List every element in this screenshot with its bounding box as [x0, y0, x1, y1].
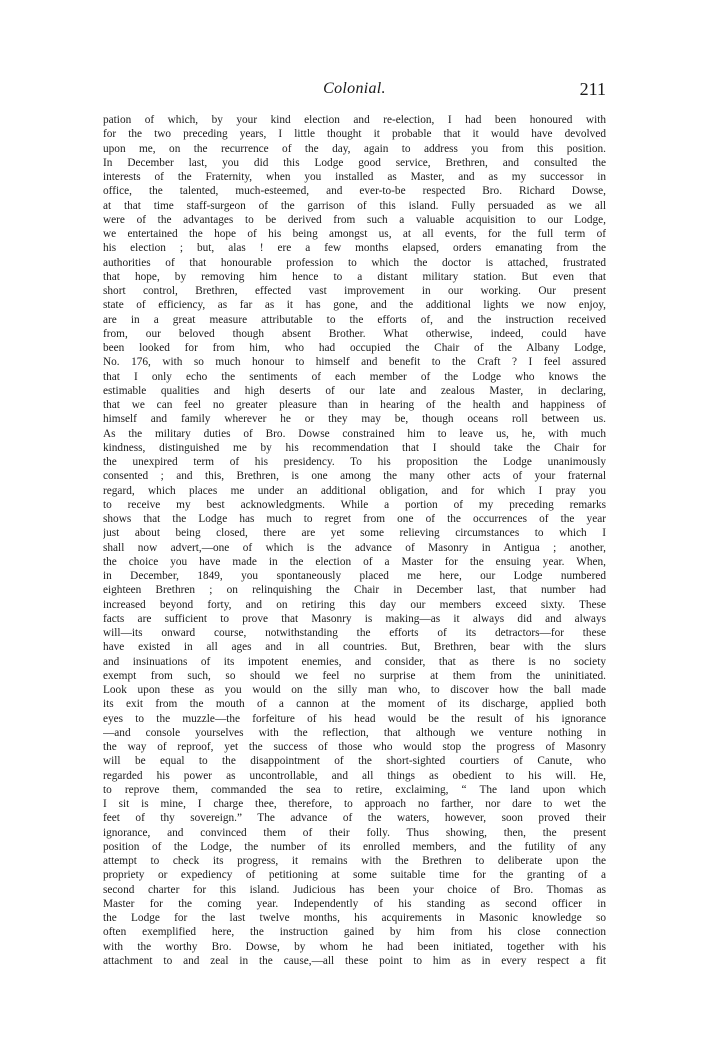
text-line: been looked for from him, who had occupied the Chair of the Albany Lodge, — [103, 342, 606, 354]
text-line: to receive my best acknowledgments. While a portion of my preceding remarks — [103, 498, 606, 511]
running-title: Colonial. — [323, 80, 386, 97]
body-text — [103, 113, 606, 968]
text-line: often exemplified here, the instruction gained by him from his close connection — [103, 926, 606, 939]
text-line: propriety or expediency of petitioning at some suitable time for the granting of a — [103, 869, 606, 882]
text-line: facts are sufficient to prove that Masonry is making—as it always did and always — [103, 612, 606, 625]
text-line: —and console yourselves with the reflection, that although we venture nothing in — [103, 726, 606, 739]
text-line: As the military duties of Bro. Dowse constrained him to leave us, he, with much — [103, 427, 606, 440]
text-line: In December last, you did this Lodge good service, Brethren, and consulted the — [103, 156, 606, 169]
text-line: in December, 1849, you spontaneously placed me here, our Lodge numbered — [103, 570, 606, 582]
text-line: will—its onward course, notwithstanding the efforts of its detractors—for these — [103, 627, 606, 639]
text-line: second charter for this island. Judicious has been your choice of Bro. Thomas as — [103, 883, 606, 896]
text-line: short control, Brethren, effected vast improvement in our working. Our present — [103, 285, 606, 297]
text-line: were of the advantages to be derived from such a valuable acquisition to our Lodge, — [103, 213, 606, 226]
text-line: kindness, distinguished me by his recommendation that I should take the Chair for — [103, 441, 606, 454]
text-line: ignorance, and convinced them of their folly. Thus showing, then, the present — [103, 826, 606, 839]
text-line: the unexpired term of his presidency. To his proposition the Lodge unanimously — [103, 456, 606, 468]
text-line: are in a great measure attributable to the efforts of, and the instruction received — [103, 313, 606, 326]
text-line: his election ; but, alas ! ere a few months elapsed, orders emanating from the — [103, 242, 606, 255]
text-line: attachment to and zeal in the cause,—all these point to him as in every respect a fit — [103, 954, 606, 967]
text-line: I sit is mine, I charge thee, therefore, to approach no farther, nor dare to wet the — [103, 798, 606, 810]
text-line: and insinuations of its impotent enemies, and consider, that as there is no society — [103, 655, 606, 668]
text-line: upon me, on the recurrence of the day, again to address you from this position. — [103, 142, 606, 155]
text-line: office, the talented, much-esteemed, and ever-to-be respected Bro. Richard Dowse, — [103, 185, 606, 198]
text-line: increased beyond forty, and on retiring this day our members exceed sixty. These — [103, 598, 606, 611]
text-line: the choice you have made in the election of a Master for the ensuing year. When, — [103, 555, 606, 568]
text-line: to reprove them, commanded the sea to retire, exclaiming, “ The land upon which — [103, 783, 606, 796]
text-line: have existed in all ages and in all countries. But, Brethren, bear with the slurs — [103, 641, 606, 654]
text-line: eyes to the muzzle—the forfeiture of his head would be the result of his ignorance — [103, 712, 606, 725]
text-line: himself and family wherever he or they may be, though oceans roll between us. — [103, 413, 606, 426]
text-line: No. 176, with so much honour to himself and benefit to the Craft ? I feel assured — [103, 356, 606, 369]
text-line: the way of reproof, yet the success of those who would stop the progress of Masonry — [103, 741, 606, 753]
text-line: for the two preceding years, I little thought it probable that it would have devolved — [103, 128, 606, 141]
text-line: Master for the coming year. Independently of his standing as second officer in — [103, 897, 606, 910]
text-line: regard, which places me under an additional obligation, and for which I pray you — [103, 484, 606, 497]
text-line: Look upon these as you would on the silly man who, to discover how the ball made — [103, 684, 606, 696]
text-line: authorities of that honourable profession to which the doctor is attached, frustrated — [103, 256, 606, 269]
text-line: will be equal to the disappointment of the short-sighted courtiers of Canute, who — [103, 755, 606, 768]
text-line: exempt from such, so should we feel no surprise at them from the uninitiated. — [103, 669, 606, 682]
text-line: consented ; and this, Brethren, is one among the many other acts of your fraternal — [103, 470, 606, 483]
text-line: shows that the Lodge has much to regret from one of the occurrences of the year — [103, 513, 606, 525]
text-line: just about being closed, there are yet some relieving circumstances to which I — [103, 527, 606, 540]
text-line: regarded his power as uncontrollable, and all things as obedient to his will. He, — [103, 769, 606, 782]
page-header — [103, 80, 606, 104]
text-line: attempt to check its progress, it remains with the Brethren to deliberate upon the — [103, 855, 606, 867]
text-line: from, our beloved though absent Brother. What otherwise, indeed, could have — [103, 327, 606, 340]
text-line: we entertained the hope of his being amongst us, at all events, for the full term of — [103, 228, 606, 240]
text-line: shall now advert,—one of which is the advance of Masonry in Antigua ; another, — [103, 541, 606, 554]
text-line: the Lodge for the last twelve months, his acquirements in Masonic knowledge so — [103, 912, 606, 924]
text-line: at that time staff-surgeon of the garrison of this island. Fully persuaded as we all — [103, 199, 606, 212]
text-line: with the worthy Bro. Dowse, by whom he had been initiated, together with his — [103, 940, 606, 953]
text-line: feet of thy sovereign.” The advance of the waters, however, soon proved their — [103, 812, 606, 825]
text-line: position of the Lodge, the number of its enrolled members, and the futility of any — [103, 840, 606, 853]
text-line: interests of the Fraternity, when you installed as Master, and as my successor in — [103, 171, 606, 183]
text-line: its exit from the mouth of a cannon at the moment of its discharge, applied both — [103, 698, 606, 711]
text-line: state of efficiency, as far as it has gone, and the additional lights we now enjoy, — [103, 299, 606, 312]
text-line: pation of which, by your kind election and re-election, I had been honoured with — [103, 114, 606, 126]
page-number: 211 — [579, 79, 606, 99]
text-line: that we can feel no greater pleasure than in hearing of the health and happiness of — [103, 399, 606, 411]
text-line: estimable qualities and high deserts of our late and zealous Master, in declaring, — [103, 384, 606, 397]
text-line: eighteen Brethren ; on relinquishing the Chair in December last, that number had — [103, 584, 606, 597]
text-line: that I only echo the sentiments of each member of the Lodge who knows the — [103, 370, 606, 383]
text-line: that hope, by removing him hence to a distant military station. But even that — [103, 270, 606, 283]
